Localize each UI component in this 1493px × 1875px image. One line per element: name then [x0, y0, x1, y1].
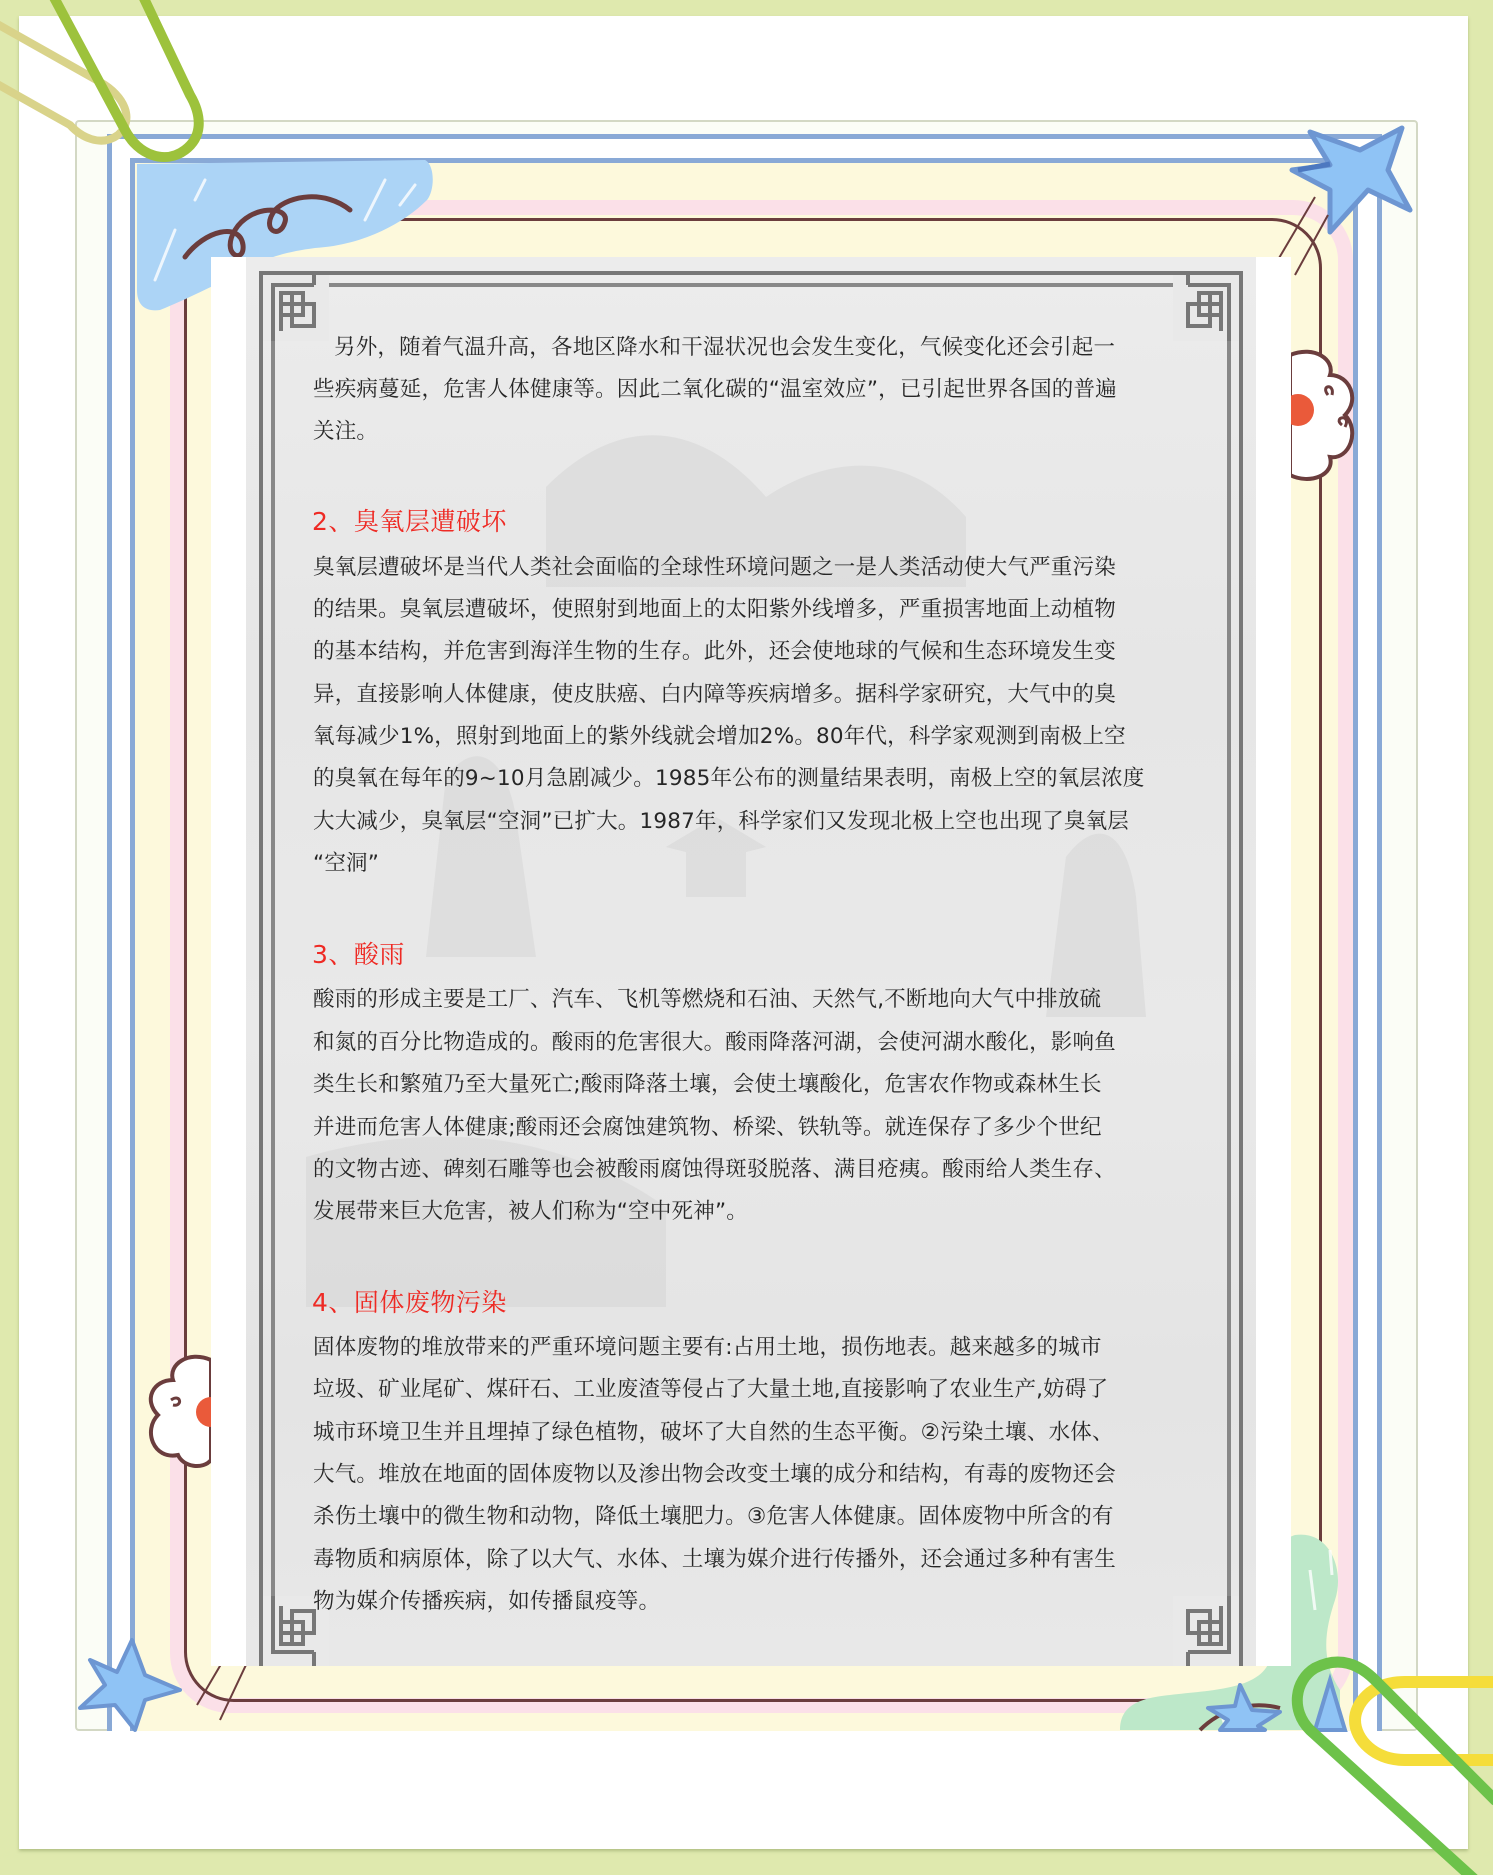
- text-line: 和氮的百分比物造成的。酸雨的危害很大。酸雨降落河湖，会使河湖水酸化，影响鱼: [313, 1030, 1116, 1055]
- frame-white-gap-right: [1358, 139, 1377, 1731]
- lattice-corner-icon: [259, 271, 329, 341]
- text-line: 另外，随着气温升高，各地区降水和干湿状况也会发生变化，气候变化还会引起一: [334, 335, 1116, 360]
- text-line: 物为媒介传播疾病，如传播鼠疫等。: [313, 1589, 661, 1614]
- section-heading: 2、臭氧层遭破坏: [312, 507, 507, 536]
- text-line: 关注。: [313, 419, 379, 444]
- star-icon: [75, 1630, 180, 1730]
- text-line: 的基本结构，并危害到海洋生物的生存。此外，还会使地球的气候和生态环境发生变: [313, 639, 1116, 664]
- text-line: 大气。堆放在地面的固体废物以及渗出物会改变土壤的成分和结构，有毒的废物还会: [313, 1462, 1116, 1487]
- text-line: 并进而危害人体健康;酸雨还会腐蚀建筑物、桥梁、铁轨等。就连保存了多少个世纪: [313, 1115, 1102, 1140]
- text-line: 臭氧层遭破坏是当代人类社会面临的全球性环境问题之一是人类活动使大气严重污染: [313, 555, 1116, 580]
- text-line: 的文物古迹、碑刻石雕等也会被酸雨腐蚀得斑驳脱落、满目疮痍。酸雨给人类生存、: [313, 1157, 1116, 1182]
- section-heading: 4、固体废物污染: [312, 1288, 507, 1317]
- text-line: 垃圾、矿业尾矿、煤矸石、工业废渣等侵占了大量土地,直接影响了农业生产,妨碍了: [313, 1377, 1109, 1402]
- lattice-corner-icon: [1173, 271, 1243, 341]
- paperclip-icon: [0, 0, 220, 175]
- text-line: 城市环境卫生并且埋掉了绿色植物，破坏了大自然的生态平衡。②污染土壤、水体、: [313, 1420, 1114, 1445]
- lattice-frame-inner: [271, 283, 1231, 1666]
- frame-white-gap-top: [112, 139, 1377, 158]
- paperclip-icon: [1290, 1650, 1493, 1875]
- text-line: 酸雨的形成主要是工厂、汽车、飞机等燃烧和石油、天然气,不断地向大气中排放硫: [313, 987, 1102, 1012]
- text-line: 的臭氧在每年的9~10月急剧减少。1985年公布的测量结果表明，南极上空的氧层浓度: [313, 766, 1145, 791]
- lattice-corner-icon: [1173, 1596, 1243, 1666]
- text-line: 固体废物的堆放带来的严重环境问题主要有:占用土地，损伤地表。越来越多的城市: [313, 1335, 1102, 1360]
- text-line: 的结果。臭氧层遭破坏，使照射到地面上的太阳紫外线增多，严重损害地面上动植物: [313, 597, 1116, 622]
- text-line: 大大减少，臭氧层“空洞”已扩大。1987年，科学家们又发现北极上空也出现了臭氧层: [313, 809, 1129, 834]
- text-line: 氧每减少1%，照射到地面上的紫外线就会增加2%。80年代，科学家观测到南极上空: [313, 724, 1126, 749]
- frame-blue-line-right-1: [1377, 134, 1382, 1731]
- text-line: 类生长和繁殖乃至大量死亡;酸雨降落土壤，会使土壤酸化，危害农作物或森林生长: [313, 1072, 1102, 1097]
- text-line: 发展带来巨大危害，被人们称为“空中死神”。: [313, 1199, 748, 1224]
- frame-white-gap-left: [112, 139, 130, 1731]
- frame-blue-line-left-2: [130, 158, 135, 1731]
- text-line: 异，直接影响人体健康，使皮肤癌、白内障等疾病增多。据科学家研究，大气中的臭: [313, 682, 1116, 707]
- section-heading: 3、酸雨: [312, 940, 405, 969]
- cloud-icon: [1290, 345, 1360, 485]
- text-line: 毒物质和病原体，除了以大气、水体、土壤为媒介进行传播外，还会通过多种有害生: [313, 1547, 1116, 1572]
- text-line: 些疾病蔓延，危害人体健康等。因此二氧化碳的“温室效应”，已引起世界各国的普遍: [313, 377, 1117, 402]
- text-line: 杀伤土壤中的微生物和动物，降低土壤肥力。③危害人体健康。固体废物中所含的有: [313, 1504, 1114, 1529]
- cloud-icon: [143, 1355, 213, 1470]
- text-line: “空洞”: [313, 851, 380, 876]
